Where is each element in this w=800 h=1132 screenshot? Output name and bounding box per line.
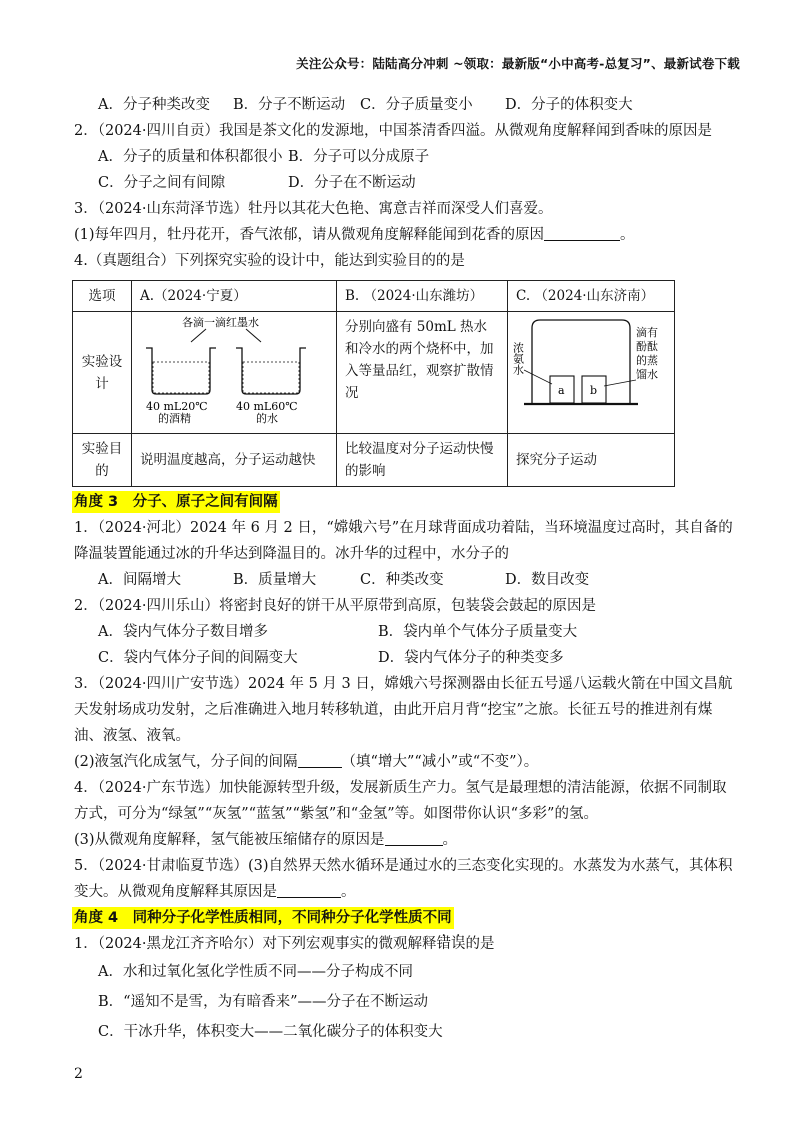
table-cell: C. （2024·山东济南） xyxy=(508,281,675,312)
section-title: 角度 4 同种分子化学性质相同，不同种分子化学性质不同 xyxy=(72,907,454,929)
figure-label: 各滴一滴红墨水 xyxy=(182,316,259,329)
option-row xyxy=(74,987,734,1017)
option-a: A．袋内气体分子数目增多 xyxy=(98,624,268,640)
answer-blank xyxy=(385,829,443,846)
option-row xyxy=(74,567,734,593)
answer-blank xyxy=(544,224,620,241)
table-row xyxy=(73,312,675,434)
emphasis-char: 误 xyxy=(450,936,466,952)
option-a: A．间隔增大 xyxy=(98,572,181,588)
table-cell: 分别向盛有 50mL 热水和冷水的两个烧杯中，加入等量品红，观察扩散情况 xyxy=(337,312,508,434)
beaker-label: b xyxy=(590,384,598,397)
sub-question xyxy=(74,827,734,853)
sub-question-end: 。 xyxy=(620,227,635,243)
sub-question-end: （填“增大”“减小”或“不变”）。 xyxy=(341,754,539,770)
sub-question-text: (3)从微观角度解释，氢气能被压缩储存的原因是 xyxy=(74,832,385,848)
section-title: 角度 3 分子、原子之间有间隔 xyxy=(72,491,280,513)
table-cell: 说明温度越高，分子运动越快 xyxy=(132,434,337,487)
option-c: C．分子质量变小 xyxy=(360,97,473,113)
option-row xyxy=(74,144,734,170)
experiment-table xyxy=(72,280,675,487)
liquid-right xyxy=(243,362,299,393)
question-stem: 2．（2024·四川自贡）我国是茶文化的发源地，中国茶清香四溢。从微观角度解释闻到香味的原因是 xyxy=(74,123,712,139)
beaker-label: a xyxy=(558,384,565,397)
option-d: D．分子的体积变大 xyxy=(505,97,633,113)
answer-blank xyxy=(277,881,341,898)
table-cell: 探究分子运动 xyxy=(508,434,675,487)
question-stem: 1．（2024·河北）2024 年 6 月 2 日，“嫦娥六号”在月球背面成功着陆，当环境温度过高时，其自备的降温装置能通过冰的升华达到降温目的。冰升华的过程中，水分子的 xyxy=(74,520,733,562)
option-b: B．分子可以分成原子 xyxy=(288,149,430,165)
question-end: 的是 xyxy=(465,936,495,952)
pointer-arrow xyxy=(246,329,261,342)
question-stem: 2．（2024·四川乐山）将密封良好的饼干从平原带到高原，包装袋会鼓起的原因是 xyxy=(74,598,596,614)
question-end: 。 xyxy=(341,884,356,900)
figure-label: 40 mL20℃ xyxy=(146,400,208,413)
option-row xyxy=(74,645,734,671)
figure-label: 浓氨水 xyxy=(512,342,525,375)
option-a: A．分子种类改变 xyxy=(98,97,210,113)
sub-question xyxy=(74,222,734,248)
option-a: A．水和过氧化氢化学性质不同——分子构成不同 xyxy=(98,964,413,980)
option-b: B．“遥知不是雪，为有暗香来”——分子在不断运动 xyxy=(98,994,428,1010)
page-header: 关注公众号：陆陆高分冲刺 ~领取：最新版“小中高考-总复习”、最新试卷下载 xyxy=(296,56,740,71)
sub-question-text: (2)液氢汽化成氢气，分子间的间隔 xyxy=(74,754,298,770)
figure-label: 的水 xyxy=(256,412,278,424)
option-b: B．质量增大 xyxy=(233,572,317,588)
question-stem xyxy=(74,931,734,957)
question-stem xyxy=(74,853,734,905)
sub-question xyxy=(74,749,734,775)
option-row xyxy=(74,92,734,118)
page-number: 2 xyxy=(74,1066,83,1082)
emphasis-char: 错 xyxy=(436,936,451,952)
table-cell: 比较温度对分子运动快慢的影响 xyxy=(337,434,508,487)
answer-blank xyxy=(298,751,342,768)
option-row xyxy=(74,170,734,196)
figure-c-cell xyxy=(508,312,675,434)
page-content xyxy=(74,92,734,1047)
table-header-row xyxy=(73,281,675,312)
table-cell: A.（2024·宁夏） xyxy=(132,281,337,312)
figure-label: 的酒精 xyxy=(158,412,191,424)
pointer-arrow xyxy=(191,329,206,342)
option-d: D．数目改变 xyxy=(505,572,590,588)
option-row xyxy=(74,619,734,645)
option-row xyxy=(74,1017,734,1047)
table-cell: 实验设计 xyxy=(73,312,132,434)
bell-jar-diagram xyxy=(512,314,670,414)
figure-label: 滴有酚酞的蒸馏水 xyxy=(636,326,658,381)
pointer-line xyxy=(524,370,552,384)
figure-label: 40 mL60℃ xyxy=(236,400,298,413)
question-stem: 4.（真题组合）下列探究实验的设计中，能达到实验目的的是 xyxy=(74,253,465,269)
question-stem: 4．（2024·广东节选）加快能源转型升级，发展新质生产力。氢气是最理想的清洁能源，依据不同制取方式，可分为“绿氢”“灰氢”“蓝氢”“紫氢”和“金氢”等。如图带你认识“多彩”的氢。 xyxy=(74,780,727,822)
option-b: B．袋内单个气体分子质量变大 xyxy=(378,624,578,640)
option-d: D．分子在不断运动 xyxy=(288,175,416,191)
table-cell: 实验目的 xyxy=(73,434,132,487)
table-row xyxy=(73,434,675,487)
sub-question-text: (1)每年四月，牡丹花开，香气浓郁，请从微观角度解释能闻到花香的原因 xyxy=(74,227,545,243)
question-text: 1．（2024·黑龙江齐齐哈尔）对下列宏观事实的微观解释 xyxy=(74,936,437,952)
option-c: C．袋内气体分子间的间隔变大 xyxy=(98,650,298,666)
option-b: B．分子不断运动 xyxy=(233,97,346,113)
bell-jar xyxy=(532,320,630,404)
table-cell: 选项 xyxy=(73,281,132,312)
beaker-left xyxy=(146,348,216,394)
option-c: C．干冰升华，体积变大——二氧化碳分子的体积变大 xyxy=(98,1024,443,1040)
liquid-left xyxy=(153,362,209,393)
table-cell: B. （2024·山东潍坊） xyxy=(337,281,508,312)
pointer-line xyxy=(604,380,636,386)
sub-question-end: 。 xyxy=(442,832,458,848)
option-row xyxy=(74,957,734,987)
beaker-diagram xyxy=(136,314,332,424)
option-a: A．分子的质量和体积都很小 xyxy=(98,149,283,165)
question-stem: 3．（2024·四川广安节选）2024 年 5 月 3 日，嫦娥六号探测器由长征五号遥八运载火箭在中国文昌航天发射场成功发射，之后准确进入地月转移轨道，由此开启月背“挖宝”之旅。长征五号的推进剂有煤油、液氢、液氧。 xyxy=(74,676,733,744)
option-c: C．种类改变 xyxy=(360,572,444,588)
figure-a-cell xyxy=(132,312,337,434)
question-text: 5．（2024·甘肃临夏节选）(3)自然界天然水循环是通过水的三态变化实现的。水蒸发为水蒸气，其体积变大。从微观角度解释其原因是 xyxy=(74,858,733,900)
figure-label-right xyxy=(636,326,658,381)
option-d: D．袋内气体分子的种类变多 xyxy=(378,650,564,666)
option-c: C．分子之间有间隙 xyxy=(98,175,226,191)
question-stem: 3．（2024·山东菏泽节选）牡丹以其花大色艳、寓意吉祥而深受人们喜爱。 xyxy=(74,201,553,217)
beaker-right xyxy=(236,348,306,394)
